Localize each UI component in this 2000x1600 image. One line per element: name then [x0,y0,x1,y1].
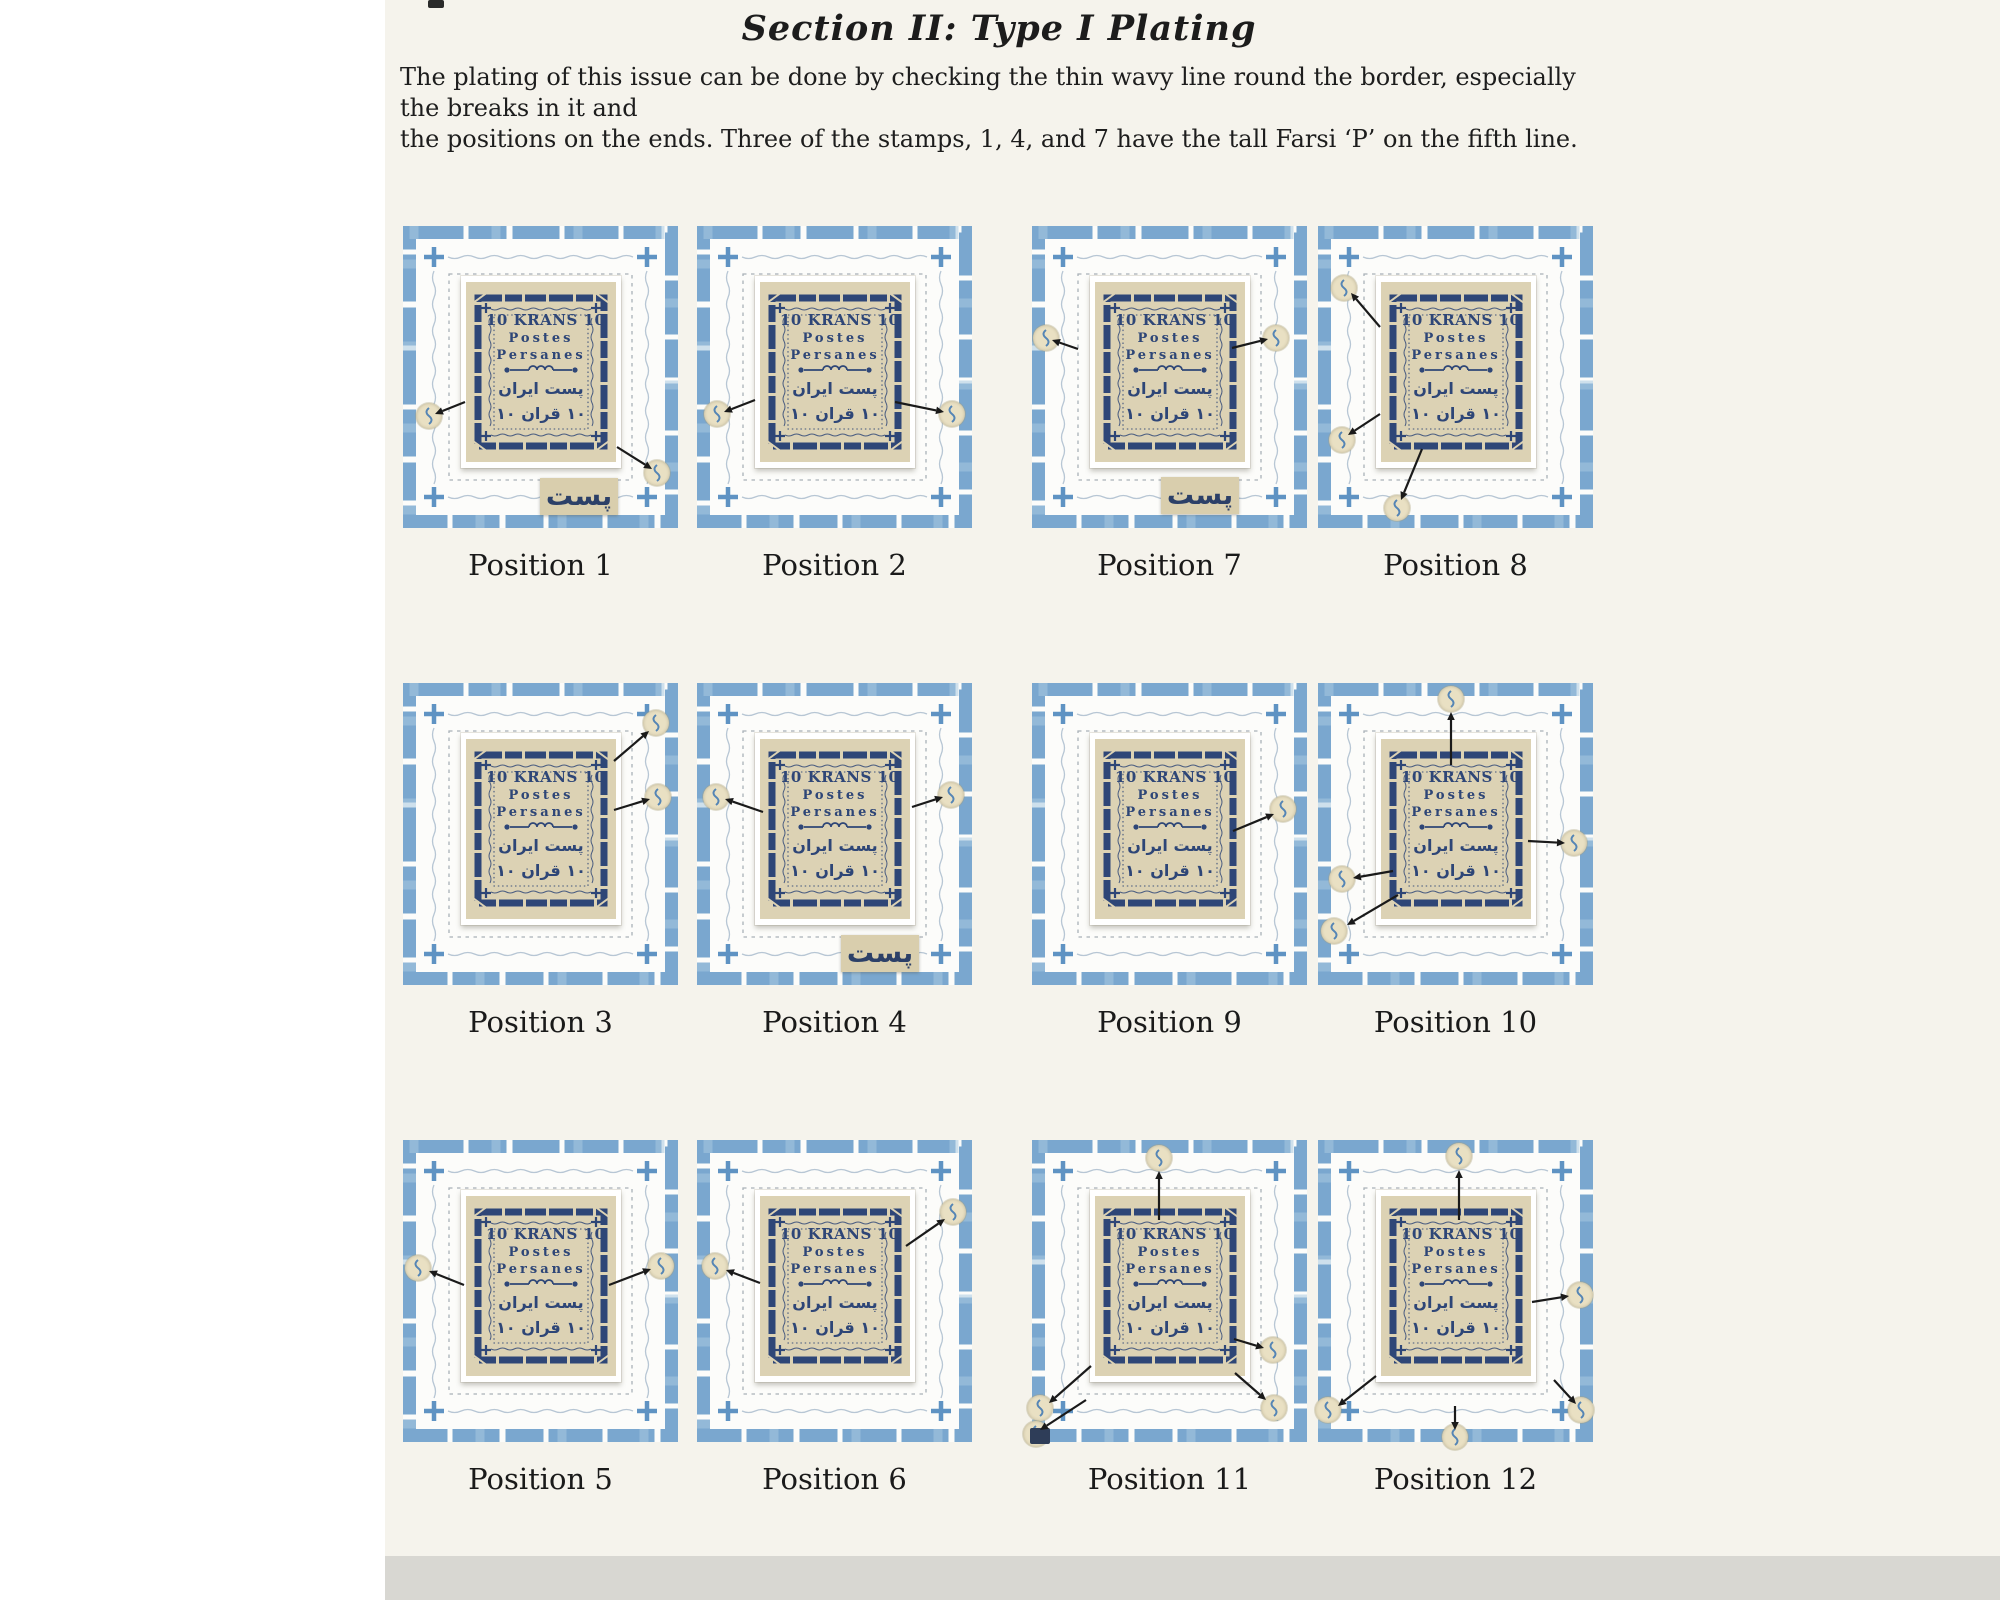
stamp-farsi-value-line: ۱۰ قران ۱۰ [790,1318,880,1337]
stamp-postes-line: Postes [802,788,868,803]
stamp-persanes-line: Persanes [1411,805,1501,820]
stamp-postes-line: Postes [1423,331,1489,346]
stamp-postes-line: Postes [508,1245,574,1260]
page-bottom-edge [385,1556,2000,1600]
wavy-line-detail-pin [703,784,729,810]
stamp-denomination-line: 10 KRANS 10 [1401,311,1521,329]
stamp-denomination-line: 10 KRANS 10 [486,1225,606,1243]
stamp-persanes-line: Persanes [1411,348,1501,363]
post-tab-text: پست [1166,479,1234,511]
stamp [1401,1224,1521,1340]
plating-position-cell [1032,226,1307,582]
ornament-icon [1128,821,1212,833]
stamp-persanes-line: Persanes [496,1262,586,1277]
plating-position-cell [697,226,972,582]
plating-position-cell [1032,1140,1307,1496]
stamp-farsi-value-line: ۱۰ قران ۱۰ [1411,861,1501,880]
wavy-line-detail-pin [648,1253,674,1279]
plating-card [403,226,678,528]
wavy-line-detail-pin [1331,275,1357,301]
wavy-line-detail-pin [1329,866,1355,892]
stamp-persanes-line: Persanes [1125,805,1215,820]
stamp-denomination-line: 10 KRANS 10 [1115,311,1235,329]
stamp-persanes-line: Persanes [496,348,586,363]
plating-card [697,226,972,528]
position-label: Position 12 [1373,1462,1538,1496]
position-label: Position 1 [468,548,613,582]
scan-artifact [428,0,444,8]
stamp-farsi-value-line: ۱۰ قران ۱۰ [790,404,880,423]
wavy-line-detail-pin [704,401,730,427]
stamp-ornament-divider [1115,821,1225,833]
wavy-line-detail-pin [1568,1397,1594,1423]
position-label: Position 9 [1097,1005,1242,1039]
ornament-icon [793,364,877,376]
ornament-icon [1414,364,1498,376]
stamp-mount [1090,1190,1250,1382]
stamp-mount [755,733,915,925]
stamp-postes-line: Postes [1423,788,1489,803]
stamp-persanes-line: Persanes [790,1262,880,1277]
stamp-mount [1376,1190,1536,1382]
wavy-line-detail-pin [940,1199,966,1225]
stamp-ornament-divider [486,821,596,833]
position-label: Position 6 [762,1462,907,1496]
wavy-line-detail-pin [1438,686,1464,712]
stamp-postes-line: Postes [1137,788,1203,803]
stamp-farsi-post-iran-line: پست ایران [1127,1293,1213,1312]
stamp-farsi-value-line: ۱۰ قران ۱۰ [1125,404,1215,423]
stamp-ornament-divider [1115,1278,1225,1290]
stamp-mount [755,1190,915,1382]
position-label: Position 8 [1383,548,1528,582]
stamp-mount [461,276,621,468]
stamp [1115,1224,1235,1340]
stamp-denomination-line: 10 KRANS 10 [1401,1225,1521,1243]
stamp-mount [1090,733,1250,925]
stamp-farsi-post-iran-line: پست ایران [498,836,584,855]
wavy-line-detail-pin [1561,830,1587,856]
plating-position-cell [697,1140,972,1496]
wavy-line-detail-pin [1027,1395,1053,1421]
wavy-line-detail-pin [938,782,964,808]
stamp-denomination-line: 10 KRANS 10 [486,311,606,329]
stamp-farsi-post-iran-line: پست ایران [792,379,878,398]
stamp-denomination-line: 10 KRANS 10 [1401,768,1521,786]
stamp-persanes-line: Persanes [1411,1262,1501,1277]
stamp-denomination-line: 10 KRANS 10 [1115,768,1235,786]
intro-line-1: The plating of this issue can be done by checking the thin wavy line round the border, especially the breaks in it and [400,63,1576,122]
position-label: Position 10 [1373,1005,1538,1039]
intro-line-2: the positions on the ends. Three of the stamps, 1, 4, and 7 have the tall Farsi ‘P’ on the fifth line. [400,125,1578,153]
plating-card [1318,683,1593,985]
plating-position-cell [1318,683,1593,1039]
plating-card [1032,226,1307,528]
stamp-persanes-line: Persanes [790,805,880,820]
plating-card [403,1140,678,1442]
stamp [486,1224,606,1340]
wavy-line-detail-pin [1446,1143,1472,1169]
wavy-line-detail-pin [1329,427,1355,453]
wavy-line-detail-pin [1321,918,1347,944]
stamp [1401,767,1521,883]
wavy-line-detail-pin [1263,325,1289,351]
wavy-line-detail-pin [1384,495,1410,521]
plating-card [403,683,678,985]
stamp-postes-line: Postes [508,788,574,803]
stamp-mount [1090,276,1250,468]
stamp [1115,767,1235,883]
stamp-farsi-post-iran-line: پست ایران [1127,379,1213,398]
stamp-farsi-post-iran-line: پست ایران [1413,1293,1499,1312]
stamp-ornament-divider [1401,364,1511,376]
ornament-icon [1128,364,1212,376]
wavy-line-detail-pin [1146,1145,1172,1171]
stamp-farsi-post-iran-line: پست ایران [792,836,878,855]
plating-position-cell [1318,1140,1593,1496]
stamp-farsi-post-iran-line: پست ایران [1413,379,1499,398]
position-label: Position 3 [468,1005,613,1039]
ornament-icon [1128,1278,1212,1290]
wavy-line-detail-pin [1033,325,1059,351]
position-label: Position 2 [762,548,907,582]
stamp-postes-line: Postes [1423,1245,1489,1260]
stamp [486,767,606,883]
stamp [1401,310,1521,426]
stamp-farsi-value-line: ۱۰ قران ۱۰ [1411,404,1501,423]
plating-card [1032,1140,1307,1442]
stamp [486,310,606,426]
plating-position-cell [1318,226,1593,582]
stamp-farsi-post-iran-line: پست ایران [1127,836,1213,855]
stamp-postes-line: Postes [1137,331,1203,346]
ornament-icon [793,1278,877,1290]
position-label: Position 4 [762,1005,907,1039]
intro-paragraph [400,62,1590,155]
stamp-denomination-line: 10 KRANS 10 [780,768,900,786]
stamp-ornament-divider [780,1278,890,1290]
stamp-denomination-line: 10 KRANS 10 [486,768,606,786]
ornament-icon [499,821,583,833]
plating-position-cell [403,226,678,582]
stamp [780,1224,900,1340]
stamp [780,767,900,883]
stamp-mount [461,733,621,925]
plating-position-cell [1032,683,1307,1039]
stamp-denomination-line: 10 KRANS 10 [780,311,900,329]
wavy-line-detail-pin [702,1253,728,1279]
wavy-line-detail-pin [1270,796,1296,822]
ornament-icon [1414,1278,1498,1290]
wavy-line-detail-pin [939,401,965,427]
stamp-mount [461,1190,621,1382]
ink-mark [1030,1428,1050,1444]
stamp-persanes-line: Persanes [1125,348,1215,363]
wavy-line-detail-pin [1261,1395,1287,1421]
stamp-persanes-line: Persanes [790,348,880,363]
stamp-farsi-value-line: ۱۰ قران ۱۰ [1411,1318,1501,1337]
stamp-farsi-value-line: ۱۰ قران ۱۰ [1125,861,1215,880]
wavy-line-detail-pin [645,784,671,810]
wavy-line-detail-pin [1315,1397,1341,1423]
stamp-postes-line: Postes [508,331,574,346]
position-label: Position 7 [1097,548,1242,582]
page-title: Section II: Type I Plating [741,8,1257,49]
post-tab-label [841,935,919,972]
stamp-postes-line: Postes [802,1245,868,1260]
stamp [780,310,900,426]
wavy-line-detail-pin [644,460,670,486]
stamp-farsi-post-iran-line: پست ایران [498,1293,584,1312]
stamp-postes-line: Postes [802,331,868,346]
plating-card [1032,683,1307,985]
wavy-line-detail-pin [643,710,669,736]
stamp-mount [1376,733,1536,925]
plating-card [697,683,972,985]
position-label: Position 5 [468,1462,613,1496]
stamp-farsi-post-iran-line: پست ایران [792,1293,878,1312]
stamp-denomination-line: 10 KRANS 10 [1115,1225,1235,1243]
wavy-line-detail-pin [416,403,442,429]
ornament-icon [1414,821,1498,833]
stamp-farsi-value-line: ۱۰ قران ۱۰ [496,861,586,880]
stamp-farsi-post-iran-line: پست ایران [498,379,584,398]
stamp-farsi-value-line: ۱۰ قران ۱۰ [496,404,586,423]
plating-position-cell [403,683,678,1039]
plating-position-cell [697,683,972,1039]
position-label: Position 11 [1087,1462,1252,1496]
stamp-ornament-divider [1401,1278,1511,1290]
stamp-ornament-divider [1115,364,1225,376]
post-tab-label [540,478,618,515]
stamp-ornament-divider [780,364,890,376]
wavy-line-detail-pin [1567,1282,1593,1308]
ornament-icon [499,1278,583,1290]
stamp-persanes-line: Persanes [496,805,586,820]
plating-position-cell [403,1140,678,1496]
stamp-farsi-post-iran-line: پست ایران [1413,836,1499,855]
stamp [1115,310,1235,426]
post-tab-text: پست [846,937,914,969]
stamp-mount [755,276,915,468]
stamp-farsi-value-line: ۱۰ قران ۱۰ [496,1318,586,1337]
stamp-farsi-value-line: ۱۰ قران ۱۰ [790,861,880,880]
stamp-farsi-value-line: ۱۰ قران ۱۰ [1125,1318,1215,1337]
stamp-postes-line: Postes [1137,1245,1203,1260]
wavy-line-detail-pin [1442,1424,1468,1450]
plating-card [1318,1140,1593,1442]
post-tab-text: پست [545,480,613,512]
stamp-persanes-line: Persanes [1125,1262,1215,1277]
stamp-ornament-divider [780,821,890,833]
stamp-ornament-divider [486,1278,596,1290]
post-tab-label [1161,477,1239,514]
stamp-mount [1376,276,1536,468]
plating-card [1318,226,1593,528]
plating-card [697,1140,972,1442]
stamp-denomination-line: 10 KRANS 10 [780,1225,900,1243]
ornament-icon [499,364,583,376]
wavy-line-detail-pin [1260,1337,1286,1363]
wavy-line-detail-pin [405,1255,431,1281]
stamp-ornament-divider [486,364,596,376]
ornament-icon [793,821,877,833]
stamp-ornament-divider [1401,821,1511,833]
